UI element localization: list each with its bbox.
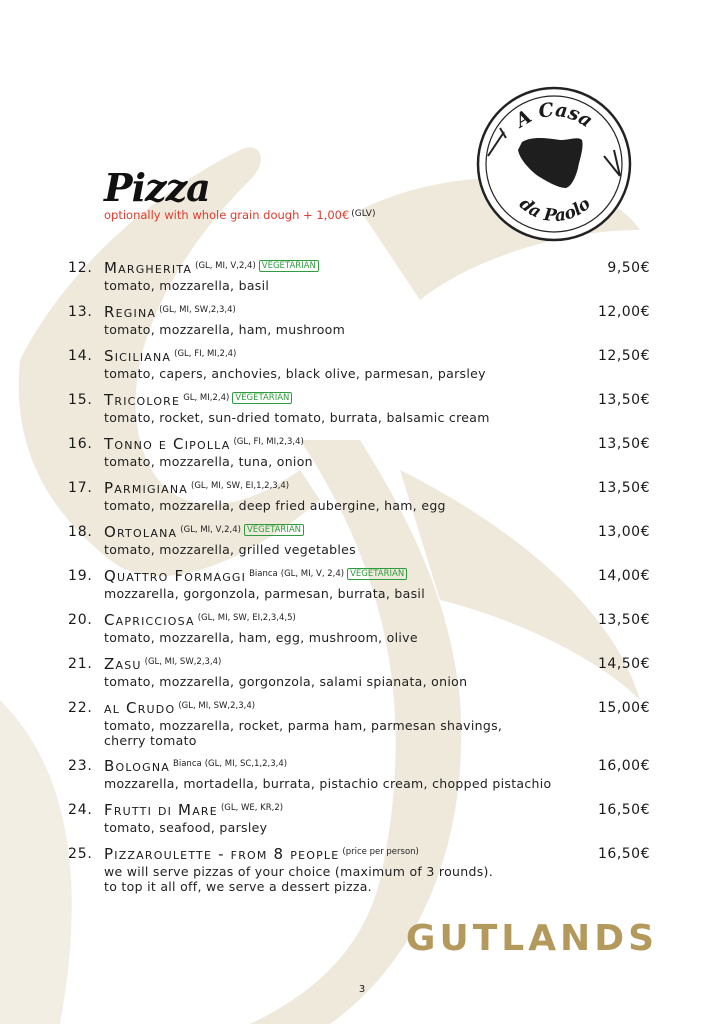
- item-heading: [104, 432, 584, 454]
- vegetarian-badge: VEGETARIAN: [244, 524, 304, 536]
- item-prefix: Bianca: [173, 759, 202, 769]
- item-number: 23.: [68, 758, 93, 774]
- allergen-codes: (GL, MI, V,2,4): [195, 261, 256, 271]
- item-number: 18.: [68, 524, 93, 540]
- allergen-codes: (GL, MI, SW, EI,2,3,4,5): [197, 613, 296, 623]
- allergen-codes: (price per person): [342, 847, 419, 857]
- item-heading: [104, 652, 584, 674]
- item-prefix: Bianca: [249, 569, 278, 579]
- item-name: Ortolana: [104, 523, 178, 541]
- item-price: 16,00€: [598, 758, 650, 774]
- item-number: 22.: [68, 700, 93, 716]
- item-price: 13,50€: [598, 480, 650, 496]
- item-price: 14,00€: [598, 568, 650, 584]
- item-name: Zasu: [104, 655, 142, 673]
- section-header: [104, 165, 376, 222]
- item-description: cherry tomato: [104, 733, 197, 748]
- item-heading: [104, 564, 584, 586]
- item-price: 13,50€: [598, 436, 650, 452]
- item-price: 9,50€: [607, 260, 650, 276]
- item-description: tomato, mozzarella, ham, mushroom: [104, 322, 346, 337]
- item-name: Margherita: [104, 259, 193, 277]
- item-number: 24.: [68, 802, 93, 818]
- item-heading: [104, 300, 584, 322]
- item-description: tomato, rocket, sun-dried tomato, burrata, balsamic cream: [104, 410, 490, 425]
- item-description: tomato, mozzarella, grilled vegetables: [104, 542, 356, 557]
- restaurant-logo: [474, 84, 634, 244]
- item-body: [104, 652, 584, 689]
- vegetarian-badge: VEGETARIAN: [259, 260, 319, 272]
- item-heading: [104, 798, 584, 820]
- item-price: 16,50€: [598, 802, 650, 818]
- item-body: [104, 256, 584, 293]
- allergen-codes: (GL, MI, V, 2,4): [280, 569, 345, 579]
- allergen-codes: (GL, MI, SW,2,3,4): [159, 305, 236, 315]
- item-body: [104, 388, 584, 425]
- item-name: Tonno e Cipolla: [104, 435, 231, 453]
- item-number: 12.: [68, 260, 93, 276]
- item-number: 17.: [68, 480, 93, 496]
- item-price: 16,50€: [598, 846, 650, 862]
- item-heading: [104, 754, 584, 776]
- allergen-codes: (GL, FI, MI,2,4): [174, 349, 237, 359]
- allergen-codes: (GL, WE, KR,2): [220, 803, 284, 813]
- item-body: [104, 564, 584, 601]
- item-number: 14.: [68, 348, 93, 364]
- item-heading: [104, 842, 584, 864]
- item-description: we will serve pizzas of your choice (maximum of 3 rounds).: [104, 864, 493, 879]
- svg-text:da Paolo: da Paolo: [515, 193, 595, 227]
- item-price: 15,00€: [598, 700, 650, 716]
- item-name: Bologna: [104, 757, 171, 775]
- item-heading: [104, 476, 584, 498]
- item-description: mozzarella, mortadella, burrata, pistachio cream, chopped pistachio: [104, 776, 552, 791]
- item-number: 15.: [68, 392, 93, 408]
- allergen-codes: (GL, FI, MI,2,3,4): [233, 437, 304, 447]
- vegetarian-badge: VEGETARIAN: [347, 568, 407, 580]
- item-number: 20.: [68, 612, 93, 628]
- item-name: Tricolore: [104, 391, 181, 409]
- item-number: 19.: [68, 568, 93, 584]
- item-description: tomato, seafood, parsley: [104, 820, 268, 835]
- item-body: [104, 520, 584, 557]
- item-number: 16.: [68, 436, 93, 452]
- item-heading: [104, 256, 584, 278]
- item-number: 21.: [68, 656, 93, 672]
- allergen-codes: GL, MI,2,4): [183, 393, 230, 403]
- item-description: tomato, mozzarella, gorgonzola, salami spianata, onion: [104, 674, 468, 689]
- item-price: 12,50€: [598, 348, 650, 364]
- item-body: [104, 842, 584, 894]
- allergen-codes: (GL, MI, SW,2,3,4): [178, 701, 256, 711]
- item-name: al Crudo: [104, 699, 176, 717]
- subtitle-code: (GLV): [351, 209, 376, 219]
- item-body: [104, 754, 584, 791]
- item-heading: [104, 608, 584, 630]
- item-body: [104, 476, 584, 513]
- allergen-codes: (GL, MI, SC,1,2,3,4): [204, 759, 288, 769]
- item-heading: [104, 388, 584, 410]
- item-body: [104, 798, 584, 835]
- section-title: Pizza: [104, 165, 210, 210]
- item-name: Frutti di Mare: [104, 801, 218, 819]
- item-description: tomato, mozzarella, basil: [104, 278, 270, 293]
- item-name: Capricciosa: [104, 611, 195, 629]
- item-price: 13,50€: [598, 392, 650, 408]
- item-body: [104, 696, 584, 748]
- vegetarian-badge: VEGETARIAN: [232, 392, 292, 404]
- item-name: Regina: [104, 303, 157, 321]
- item-name: Parmigiana: [104, 479, 188, 497]
- brand-logo-text: GUTLANDS: [405, 918, 658, 959]
- item-description: to top it all off, we serve a dessert pizza.: [104, 879, 372, 894]
- item-price: 14,50€: [598, 656, 650, 672]
- item-body: [104, 608, 584, 645]
- subtitle-text: optionally with whole grain dough + 1,00€: [104, 208, 350, 222]
- item-body: [104, 344, 584, 381]
- item-description: tomato, mozzarella, tuna, onion: [104, 454, 313, 469]
- item-number: 13.: [68, 304, 93, 320]
- item-body: [104, 300, 584, 337]
- item-price: 13,00€: [598, 524, 650, 540]
- item-body: [104, 432, 584, 469]
- item-description: tomato, capers, anchovies, black olive, parmesan, parsley: [104, 366, 486, 381]
- item-number: 25.: [68, 846, 93, 862]
- item-description: tomato, mozzarella, rocket, parma ham, parmesan shavings,: [104, 718, 503, 733]
- item-description: tomato, mozzarella, deep fried aubergine, ham, egg: [104, 498, 446, 513]
- section-subtitle: [104, 208, 375, 222]
- item-heading: [104, 344, 584, 366]
- item-name: Pizzaroulette - from 8 people: [104, 845, 340, 863]
- allergen-codes: (GL, MI, V,2,4): [180, 525, 241, 535]
- allergen-codes: (GL, MI, SW, EI,1,2,3,4): [191, 481, 290, 491]
- item-name: Siciliana: [104, 347, 172, 365]
- item-price: 13,50€: [598, 612, 650, 628]
- item-heading: [104, 696, 584, 718]
- item-description: mozzarella, gorgonzola, parmesan, burrata, basil: [104, 586, 425, 601]
- page-number: 3: [358, 984, 366, 995]
- item-description: tomato, mozzarella, ham, egg, mushroom, olive: [104, 630, 418, 645]
- allergen-codes: (GL, MI, SW,2,3,4): [144, 657, 222, 667]
- svg-text:A Casa: A Casa: [511, 98, 597, 133]
- item-name: Quattro Formaggi: [104, 567, 247, 585]
- item-price: 12,00€: [598, 304, 650, 320]
- item-heading: [104, 520, 584, 542]
